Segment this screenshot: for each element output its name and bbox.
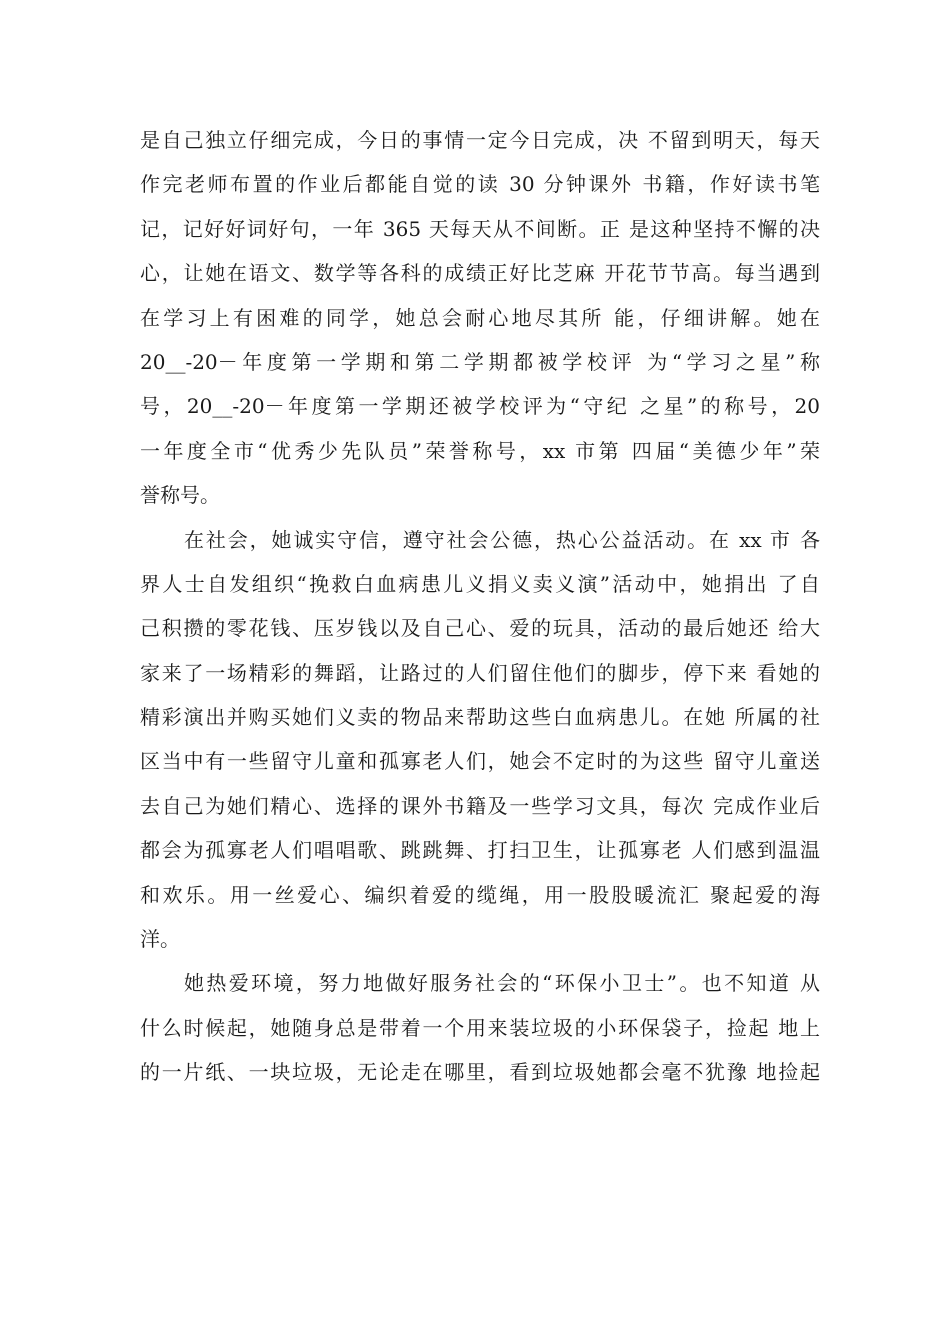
text-line: 号，20__-20－年度第一学期还被学校评为“守纪 之星”的称号，20	[140, 394, 820, 419]
paragraph-1	[140, 118, 820, 518]
text-line: 和欢乐。用一丝爱心、编织着爱的缆绳，用一股股暖流汇 聚起爱的海	[140, 882, 820, 907]
text-line: 界人士自发组织“挽救白血病患儿义捐义卖义演”活动中，她捐出 了自	[140, 571, 820, 596]
text-line: 己积攒的零花钱、压岁钱以及自己心、爱的玩具，活动的最后她还 给大	[140, 616, 820, 641]
document-body	[140, 118, 820, 1095]
text-line: 洋。	[140, 927, 180, 952]
text-line: 都会为孤寡老人们唱唱歌、跳跳舞、打扫卫生，让孤寡老 人们感到温温	[140, 838, 820, 863]
text-line: 去自己为她们精心、选择的课外书籍及一些学习文具，每次 完成作业后	[140, 793, 820, 818]
paragraph-2	[140, 518, 820, 962]
text-line: 区当中有一些留守儿童和孤寡老人们，她会不定时的为这些 留守儿童送	[140, 749, 820, 774]
text-line: 记，记好好词好句，一年 365 天每天从不间断。正 是这种坚持不懈的决	[140, 216, 820, 241]
text-line: 誉称号。	[140, 483, 220, 508]
text-line: 在社会，她诚实守信，遵守社会公德，热心公益活动。在 xx 市 各	[184, 527, 820, 552]
text-line: 她热爱环境，努力地做好服务社会的“环保小卫士”。也不知道 从	[184, 971, 820, 996]
paragraph-3	[140, 961, 820, 1094]
text-line: 一年度全市“优秀少先队员”荣誉称号，xx 市第 四届“美德少年”荣	[140, 438, 820, 463]
text-line: 在学习上有困难的同学，她总会耐心地尽其所 能，仔细讲解。她在	[140, 305, 820, 330]
text-line: 作完老师布置的作业后都能自觉的读 30 分钟课外 书籍，作好读书笔	[140, 172, 820, 197]
text-line: 心，让她在语文、数学等各科的成绩正好比芝麻 开花节节高。每当遇到	[140, 261, 820, 286]
text-line: 的一片纸、一块垃圾，无论走在哪里，看到垃圾她都会毫不犹豫 地捡起	[140, 1060, 820, 1085]
text-line: 20__-20－年度第一学期和第二学期都被学校评 为“学习之星”称	[140, 349, 820, 374]
text-line: 精彩演出并购买她们义卖的物品来帮助这些白血病患儿。在她 所属的社	[140, 705, 820, 730]
text-line: 什么时候起，她随身总是带着一个用来装垃圾的小环保袋子，捡起 地上	[140, 1015, 820, 1040]
text-line: 是自己独立仔细完成，今日的事情一定今日完成，决 不留到明天，每天	[140, 128, 820, 152]
text-line: 家来了一场精彩的舞蹈，让路过的人们留住他们的脚步，停下来 看她的	[140, 660, 820, 685]
